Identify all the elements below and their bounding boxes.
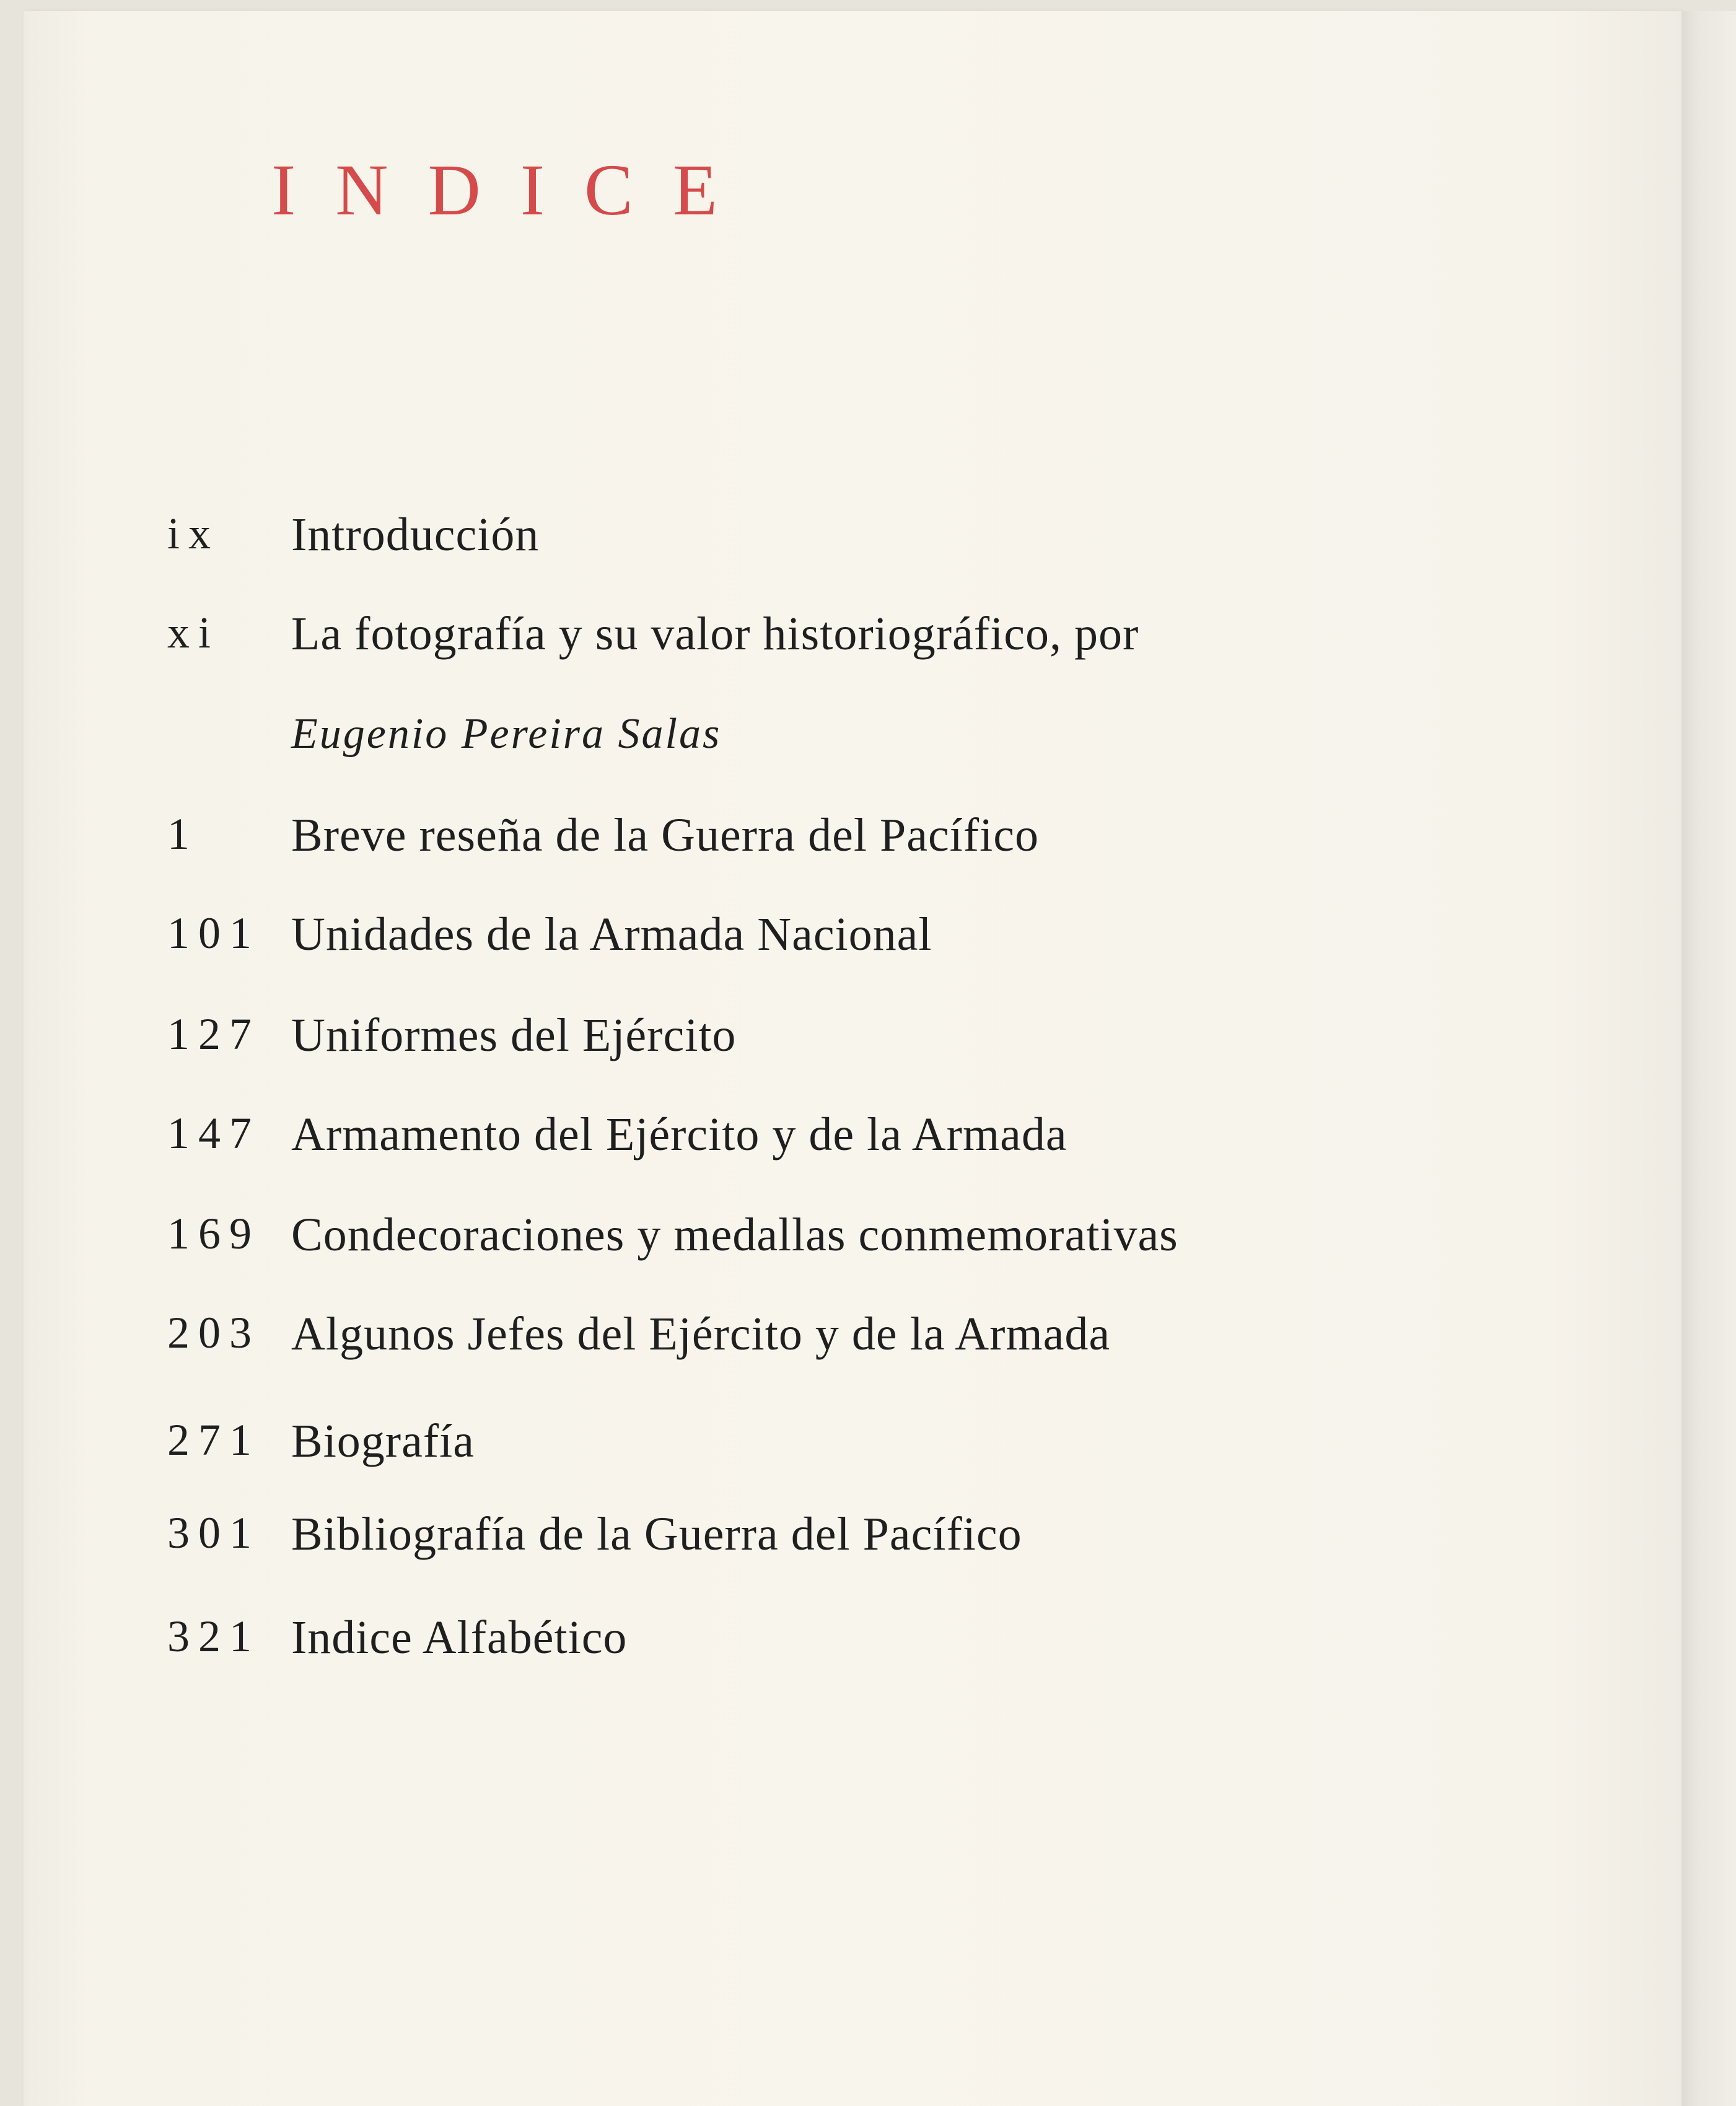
toc-entry-title: Algunos Jefes del Ejército y de la Armada <box>291 1308 1111 1360</box>
index-heading: INDICE <box>271 149 757 230</box>
toc-page-number: 271 <box>167 1415 260 1465</box>
toc-entry-condecoraciones <box>0 1208 1301 1283</box>
toc-entry-title: Condecoraciones y medallas conmemorativas <box>291 1209 1178 1261</box>
toc-entry-title: Indice Alfabético <box>291 1612 628 1664</box>
toc-entry-fotografia <box>0 607 1301 682</box>
toc-page-number: 321 <box>167 1612 260 1661</box>
toc-page-number: 169 <box>167 1209 260 1258</box>
toc-entry-unidades-armada <box>0 908 1301 982</box>
toc-entry-author-name: Eugenio Pereira Salas <box>291 710 722 758</box>
toc-entry-introduccion <box>0 508 1301 582</box>
toc-entry-title: Unidades de la Armada Nacional <box>291 908 932 960</box>
page-edge <box>1681 11 1736 2106</box>
toc-entry-title: Armamento del Ejército y de la Armada <box>291 1108 1067 1160</box>
toc-page-number: 203 <box>167 1308 260 1358</box>
toc-page-number: xi <box>167 608 220 657</box>
toc-entry-title: Uniformes del Ejército <box>291 1009 737 1061</box>
toc-entry-algunos-jefes <box>0 1307 1301 1382</box>
toc-entry-title: Bibliografía de la Guerra del Pacífico <box>291 1508 1022 1560</box>
toc-entry-title: La fotografía y su valor historiográfico, por <box>291 608 1139 660</box>
toc-entry-author <box>0 709 1301 784</box>
toc-entry-title: Biografía <box>291 1415 475 1467</box>
toc-page-number: 1 <box>167 809 198 859</box>
toc-entry-title: Introducción <box>291 509 540 561</box>
toc-entry-armamento <box>0 1108 1301 1182</box>
toc-page-number: 127 <box>167 1009 260 1059</box>
toc-entry-biografia <box>0 1415 1301 1489</box>
toc-entry-breve-resena <box>0 809 1301 883</box>
toc-entry-bibliografia <box>0 1507 1301 1582</box>
toc-page-number: 147 <box>167 1108 260 1158</box>
toc-page-number: 101 <box>167 908 260 958</box>
toc-entry-indice-alfabetico <box>0 1611 1301 1685</box>
toc-page-number: ix <box>167 509 220 558</box>
toc-entry-title: Breve reseña de la Guerra del Pacífico <box>291 809 1039 861</box>
toc-page-number: 301 <box>167 1508 260 1558</box>
toc-entry-uniformes <box>0 1009 1301 1083</box>
